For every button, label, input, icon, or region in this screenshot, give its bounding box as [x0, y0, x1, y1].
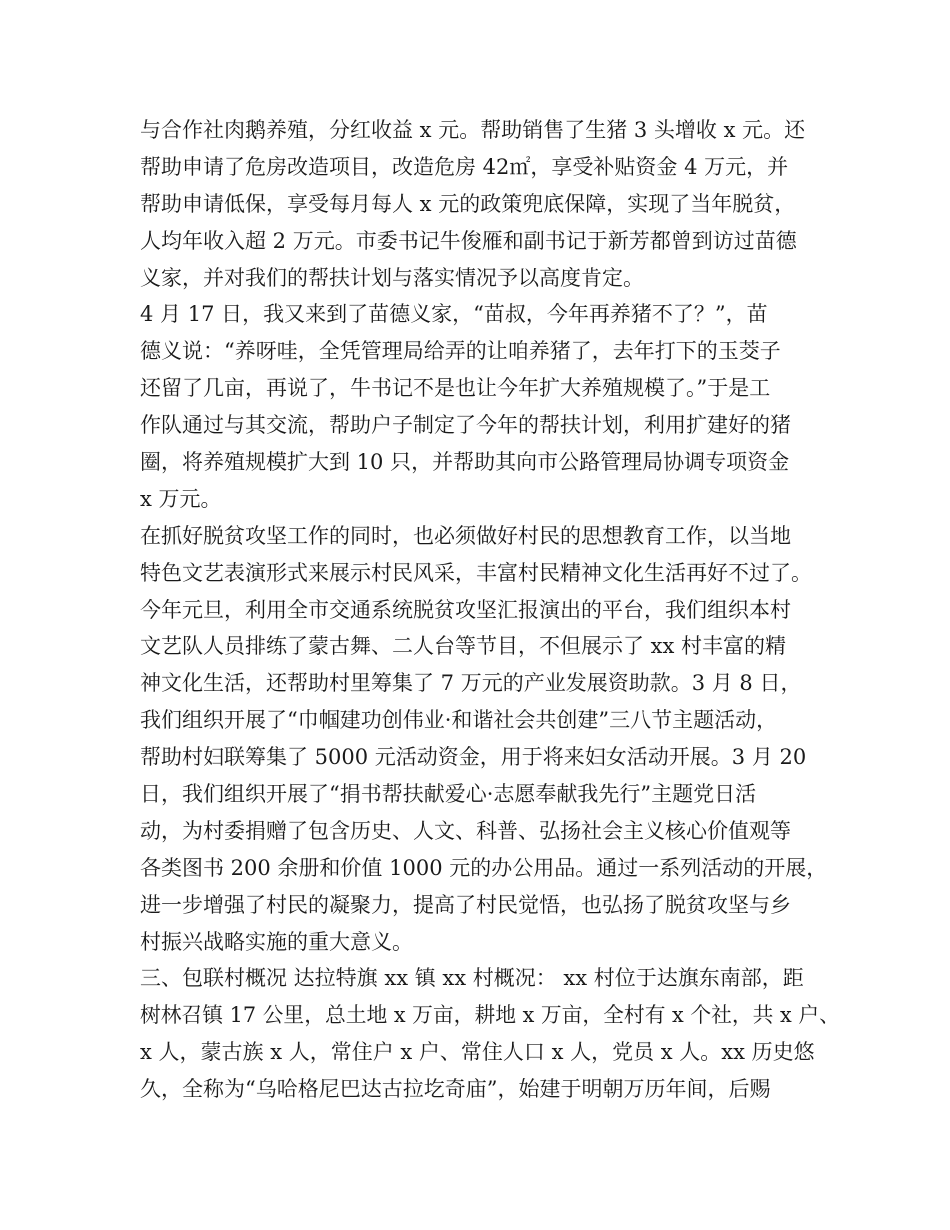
text-line: 今年元旦，利用全市交通系统脱贫攻坚汇报演出的平台，我们组织本村	[140, 597, 791, 622]
text-line: 还留了几亩，再说了，牛书记不是也让今年扩大养殖规模了。”于是工	[140, 376, 771, 401]
text-line: 与合作社肉鹅养殖，分红收益 x 元。帮助销售了生猪 3 头增收 x 元。还	[140, 118, 806, 142]
text-line: 义家，并对我们的帮扶计划与落实情况予以高度肯定。	[140, 265, 644, 290]
text-line: 帮助申请了危房改造项目，改造危房 42㎡，享受补贴资金 4 万元，并	[140, 154, 789, 179]
text-line: 动，为村委捐赠了包含历史、人文、科普、弘扬社会主义核心价值观等	[140, 818, 791, 843]
text-line: 文艺队人员排练了蒙古舞、二人台等节目，不但展示了 xx 村丰富的精	[140, 634, 787, 659]
document-body	[140, 112, 840, 1108]
text-line: 帮助申请低保，享受每月每人 x 元的政策兜底保障，实现了当年脱贫，	[140, 191, 796, 216]
text-line: 德义说：“养呀哇，全凭管理局给弄的让咱养猪了，去年打下的玉茭子	[140, 339, 781, 364]
text-line: 各类图书 200 余册和价值 1000 元的办公用品。通过一系列活动的开展，	[140, 855, 828, 880]
text-line: 在抓好脱贫攻坚工作的同时，也必须做好村民的思想教育工作，以当地	[140, 523, 791, 548]
text-line: 久，全称为“乌哈格尼巴达古拉圪奇庙”，始建于明朝万历年间，后赐	[140, 1077, 771, 1102]
text-line: x 万元。	[140, 486, 222, 511]
text-line: 人均年收入超 2 万元。市委书记牛俊雁和副书记于新芳都曾到访过苗德	[140, 228, 797, 253]
text-line: 特色文艺表演形式来展示村民风采，丰富村民精神文化生活再好不过了。	[140, 560, 812, 585]
text-line: 三、包联村概况 达拉特旗 xx 镇 xx 村概况： xx 村位于达旗东南部，距	[140, 966, 804, 991]
text-line: 村振兴战略实施的重大意义。	[140, 929, 413, 954]
text-line: 神文化生活，还帮助村里筹集了 7 万元的产业发展资助款。3 月 8 日，	[140, 671, 802, 696]
text-line: x 人，蒙古族 x 人，常住户 x 户、常住人口 x 人，党员 x 人。xx 历史悠	[140, 1040, 815, 1065]
text-line: 日，我们组织开展了“捐书帮扶献爱心·志愿奉献我先行”主题党日活	[140, 782, 757, 807]
text-line: 树林召镇 17 公里，总土地 x 万亩，耕地 x 万亩，全村有 x 个社，共 x 户、	[140, 1003, 840, 1028]
text-line: 圈，将养殖规模扩大到 10 只，并帮助其向市公路管理局协调专项资金	[140, 450, 790, 475]
text-line: 帮助村妇联筹集了 5000 元活动资金，用于将来妇女活动开展。3 月 20	[140, 745, 807, 770]
text-line: 4 月 17 日，我又来到了苗德义家，“苗叔，今年再养猪不了？”，苗	[140, 302, 768, 327]
text-line: 我们组织开展了“巾帼建功创伟业·和谐社会共创建”三八节主题活动，	[140, 708, 778, 733]
text-line: 进一步增强了村民的凝聚力，提高了村民觉悟，也弘扬了脱贫攻坚与乡	[140, 892, 791, 917]
text-line: 作队通过与其交流，帮助户子制定了今年的帮扶计划，利用扩建好的猪	[140, 413, 791, 438]
